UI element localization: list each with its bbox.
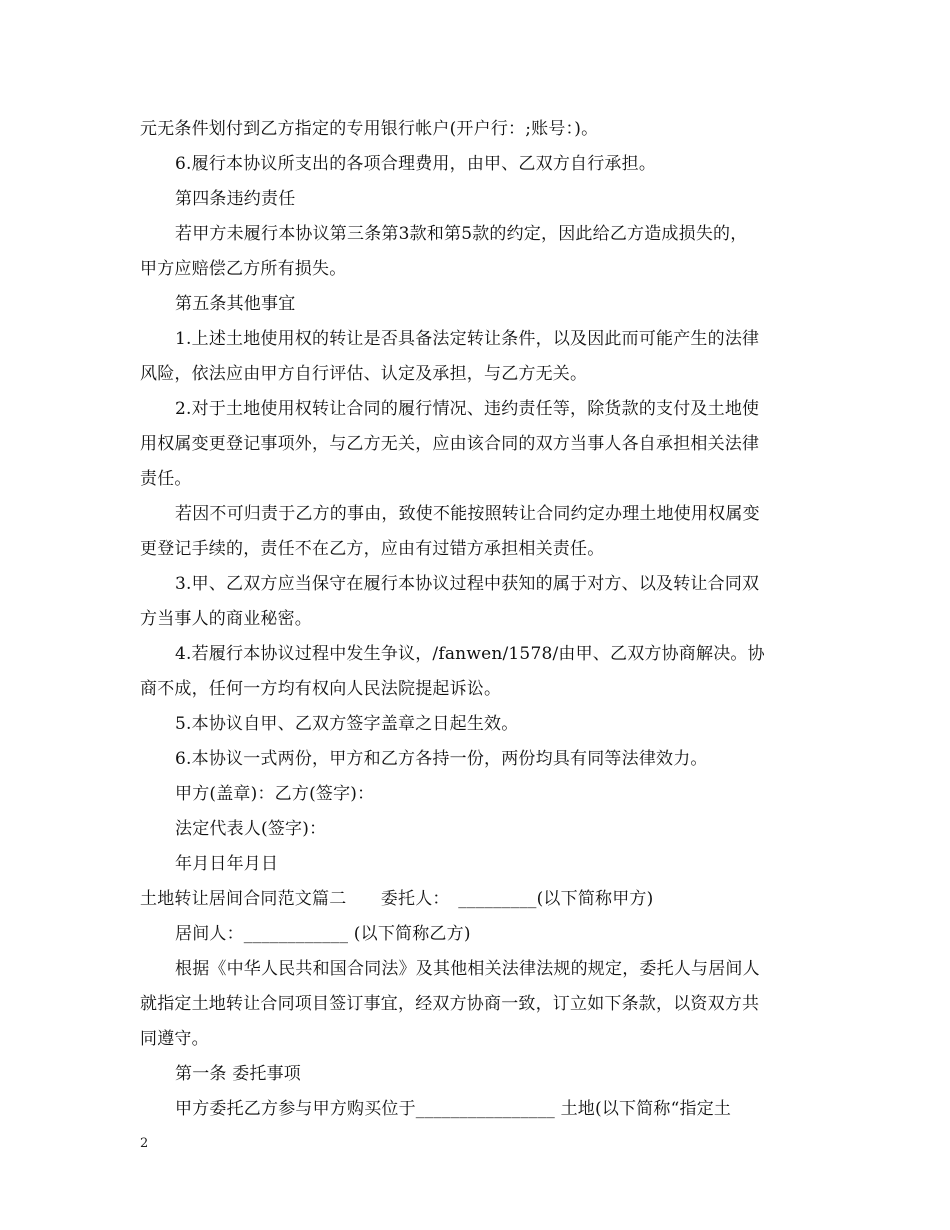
- text-line: 6.本协议一式两份，甲方和乙方各持一份，两份均具有同等法律效力。: [175, 749, 708, 769]
- signature-line: 甲方(盖章)：乙方(签字)：: [175, 784, 375, 804]
- text-line: 就指定土地转让合同项目签订事宜，经双方协商一致，订立如下条款，以资双方共: [140, 994, 760, 1014]
- document-body: [140, 112, 815, 1127]
- signature-line: 法定代表人(签字)：: [175, 819, 327, 839]
- text-line: 居间人：____________ (以下简称乙方): [175, 924, 471, 944]
- text-line: 用权属变更登记事项外，与乙方无关，应由该合同的双方当事人各自承担相关法律: [140, 434, 760, 454]
- section-heading: 第五条其他事宜: [175, 294, 296, 314]
- text-line: 风险，依法应由甲方自行评估、认定及承担，与乙方无关。: [140, 364, 588, 384]
- page-number: 2: [140, 1136, 149, 1151]
- section-title: 土地转让居间合同范文篇二 委托人： _________(以下简称甲方): [140, 889, 654, 909]
- text-line: 同遵守。: [140, 1029, 209, 1049]
- section-heading: 第一条 委托事项: [175, 1064, 302, 1084]
- text-line: 根据《中华人民共和国合同法》及其他相关法律法规的规定，委托人与居间人: [175, 959, 760, 979]
- date-line: 年月日年月日: [175, 854, 279, 874]
- text-line: 4.若履行本协议过程中发生争议，/fanwen/1578/由甲、乙双方协商解决。协: [175, 644, 765, 664]
- section-heading: 第四条违约责任: [175, 189, 296, 209]
- text-line: 1.上述土地使用权的转让是否具备法定转让条件，以及因此而可能产生的法律: [175, 329, 760, 349]
- text-line: 责任。: [140, 469, 192, 489]
- text-line: 方当事人的商业秘密。: [140, 609, 312, 629]
- text-line: 甲方应赔偿乙方所有损失。: [140, 259, 347, 279]
- text-line: 6.履行本协议所支出的各项合理费用，由甲、乙双方自行承担。: [175, 154, 657, 174]
- text-line: 元无条件划付到乙方指定的专用银行帐户(开户行：;账号：)。: [140, 119, 599, 139]
- text-line: 商不成，任何一方均有权向人民法院提起诉讼。: [140, 679, 502, 699]
- text-line: 若因不可归责于乙方的事由，致使不能按照转让合同约定办理土地使用权属变: [175, 504, 760, 524]
- text-line: 甲方委托乙方参与甲方购买位于________________ 土地(以下简称“指定土: [175, 1099, 732, 1119]
- text-line: 若甲方未履行本协议第三条第3款和第5款的约定，因此给乙方造成损失的，: [175, 224, 748, 244]
- text-line: 更登记手续的，责任不在乙方，应由有过错方承担相关责任。: [140, 539, 605, 559]
- text-line: 3.甲、乙双方应当保守在履行本协议过程中获知的属于对方、以及转让合同双: [175, 574, 760, 594]
- text-line: 2.对于土地使用权转让合同的履行情况、违约责任等，除货款的支付及土地使: [175, 399, 760, 419]
- text-line: 5.本协议自甲、乙双方签字盖章之日起生效。: [175, 714, 519, 734]
